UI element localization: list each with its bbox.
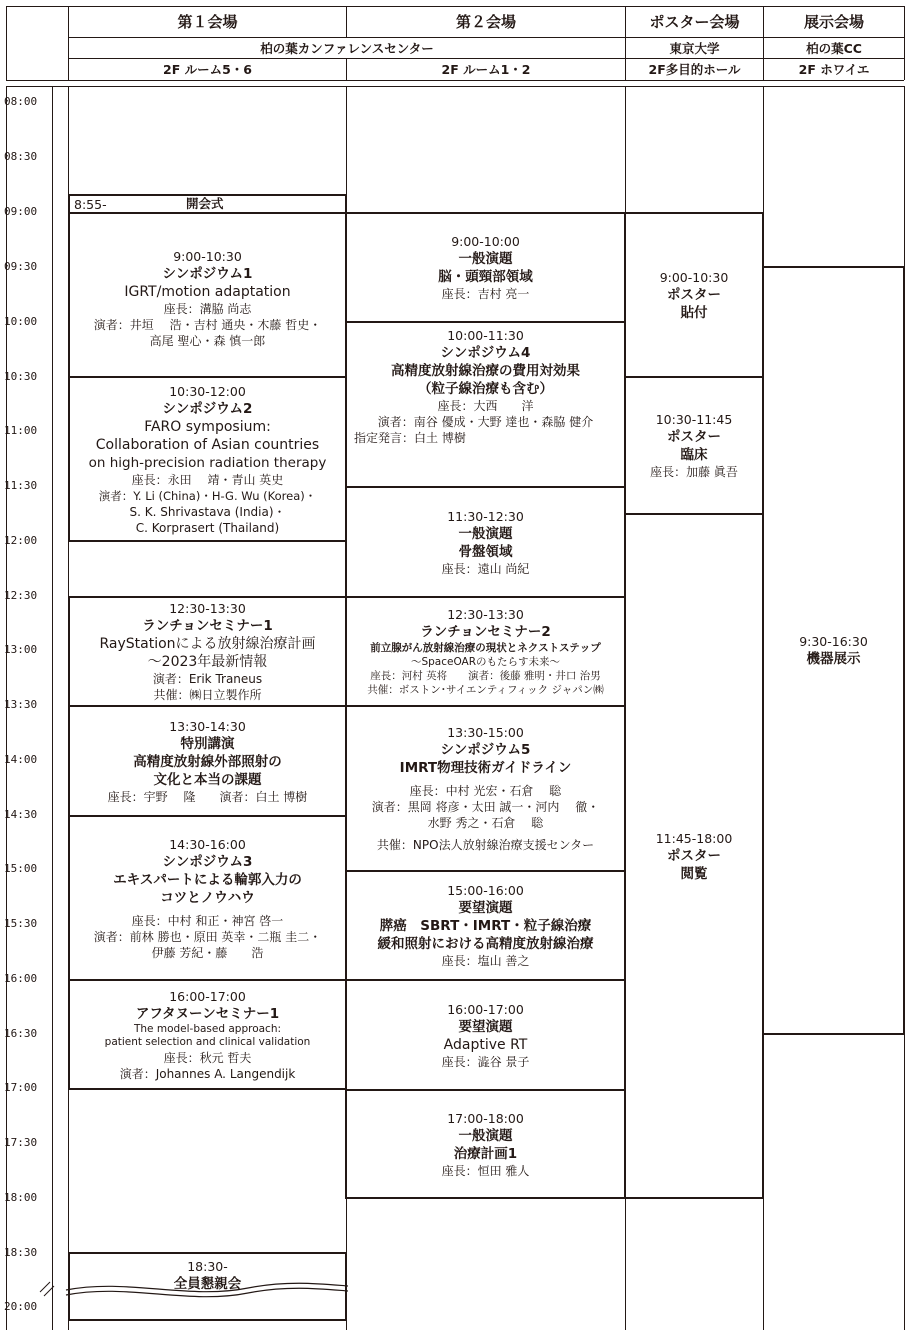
exhibit-venue-name: 展示会場: [803, 13, 864, 31]
session-subtitle: ～SpaceOARのもたらす未来～: [410, 656, 561, 668]
session-sponsor: 共催：㈱日立製作所: [153, 688, 262, 702]
session-symposium-5: [345, 705, 626, 872]
session-title: 機器展示: [806, 651, 861, 667]
time-label: 17:00: [4, 1081, 38, 1094]
time-label: 08:30: [4, 150, 38, 163]
session-subtitle: 膵癌 SBRT・IMRT・粒子線治療: [379, 918, 592, 934]
session-symposium-4: [345, 321, 626, 488]
session-chair: 座長：宇野 隆 演者：白土 博樹: [107, 789, 308, 804]
exhibit-room-label: 2F ホワイエ: [798, 62, 870, 77]
building-conference-center: 柏の葉カンファレンスセンター: [260, 40, 434, 56]
session-opening: [68, 194, 347, 214]
room-2-label: 2F ルーム1・2: [441, 62, 531, 77]
session-chair: 座長：大西 洋: [437, 399, 534, 413]
session-general-1: [345, 212, 626, 323]
time-label: 15:00: [4, 862, 38, 875]
session-subtitle: IMRT物理技術ガイドライン: [399, 760, 572, 776]
session-time: 11:30-12:30: [447, 508, 524, 524]
time-label: 11:00: [4, 424, 38, 437]
time-break-icon: [38, 1274, 353, 1300]
session-subtitle: コツとノウハウ: [160, 889, 255, 906]
time-label: 14:00: [4, 753, 38, 766]
session-chair: 座長：塩山 善之: [441, 954, 530, 968]
session-subtitle: 文化と本当の課題: [153, 771, 262, 788]
session-speakers: 演者：Y. Li (China)・H-G. Wu (Korea)・: [98, 488, 317, 503]
session-title: 全員懇親会: [173, 1276, 242, 1292]
session-title: 一般演題: [458, 1127, 513, 1144]
poster-clinical: [624, 376, 764, 515]
header-right-border: [904, 6, 905, 80]
time-label: 11:30: [4, 479, 38, 492]
session-sponsor: 共催：NPO法人放射線治療支援センター: [376, 838, 595, 852]
session-time: 16:00-17:00: [447, 1001, 524, 1017]
time-label: 09:30: [4, 260, 38, 273]
session-title: シンポジウム5: [440, 742, 531, 758]
body-top-border: [6, 86, 904, 87]
session-subtitle: ～2023年最新情報: [147, 654, 268, 670]
session-title: 要望演題: [458, 1018, 513, 1035]
session-speakers: 演者：南谷 優成・大野 達也・森脇 健介: [377, 415, 594, 429]
session-title: 要望演題: [458, 900, 513, 916]
session-subtitle: 高精度放射線治療の費用対効果: [391, 363, 580, 379]
session-requested-2: [345, 979, 626, 1091]
time-label: 13:00: [4, 643, 38, 656]
session-subtitle: 前立腺がん放射線治療の現状とネクストステップ: [370, 642, 601, 654]
poster-room-label: 2F多目的ホール: [648, 62, 741, 77]
session-title: ポスター: [667, 286, 721, 303]
session-title: ランチョンセミナー1: [142, 618, 273, 634]
time-label: 20:00: [4, 1300, 38, 1313]
session-time: 16:00-17:00: [169, 988, 246, 1004]
session-chair: 座長：遠山 尚紀: [441, 561, 530, 576]
session-title: ポスター: [667, 847, 721, 864]
session-time: 10:30-11:45: [655, 412, 733, 427]
poster-setup: [624, 212, 764, 378]
venue-1-name: 第１会場: [177, 13, 238, 31]
session-speakers: 水野 秀之・石倉 聡: [427, 816, 544, 830]
session-chair: 座長：中村 光宏・石倉 聡: [409, 784, 562, 798]
session-speakers: 高尾 聖心・森 慎一郎: [149, 333, 266, 348]
poster-viewing: [624, 513, 764, 1199]
session-speakers: 演者：Johannes A. Langendijk: [119, 1066, 296, 1081]
time-label: 12:00: [4, 534, 38, 547]
session-title: シンポジウム1: [162, 265, 253, 282]
poster-venue-name: ポスター会場: [649, 13, 740, 31]
session-subtitle: IGRT/motion adaptation: [124, 283, 291, 300]
session-symposium-3: [68, 815, 347, 981]
session-requested-1: [345, 870, 626, 981]
session-special-lecture: [68, 705, 347, 817]
session-chair: 座長：秋元 哲夫: [163, 1050, 252, 1065]
session-time: 9:00-10:30: [659, 269, 729, 285]
time-label: 09:00: [4, 205, 38, 218]
session-title: 特別講演: [180, 735, 235, 752]
time-label: 16:30: [4, 1027, 38, 1040]
session-subtitle: Collaboration of Asian countries: [95, 436, 320, 453]
time-label: 13:30: [4, 698, 38, 711]
session-chair: 座長：吉村 亮一: [441, 287, 530, 301]
exhibit-equipment: [762, 266, 905, 1035]
session-speakers: 演者：井垣 浩・吉村 通央・木藤 哲史・: [93, 317, 322, 332]
session-title: シンポジウム2: [162, 400, 253, 417]
session-subtitle: （粒子線治療も含む）: [418, 381, 553, 397]
session-subtitle: 治療計画1: [453, 1145, 518, 1162]
session-time: 15:00-16:00: [447, 883, 524, 898]
session-time: 13:30-14:30: [169, 718, 246, 734]
session-time: 14:30-16:00: [169, 836, 246, 852]
session-chair: 座長：中村 和正・神宮 啓一: [131, 913, 284, 928]
session-title: 一般演題: [458, 525, 513, 542]
venue-2-name: 第２会場: [455, 13, 516, 31]
session-luncheon-2: [345, 596, 626, 707]
session-chair: 座長：溝脇 尚志: [163, 301, 252, 316]
session-subtitle: 脳・頭頸部領域: [438, 269, 533, 285]
session-time: 13:30-15:00: [447, 725, 524, 740]
session-time: 17:00-18:00: [447, 1110, 524, 1126]
time-label: 18:00: [4, 1191, 38, 1204]
session-time: 9:00-10:00: [451, 234, 520, 249]
time-label: 08:00: [4, 95, 38, 108]
building-univ: 東京大学: [669, 40, 720, 56]
session-title: シンポジウム3: [162, 853, 253, 870]
session-title: シンポジウム4: [440, 345, 531, 361]
time-label: 10:30: [4, 370, 38, 383]
session-subtitle: 高精度放射線外部照射の: [133, 753, 282, 770]
session-subtitle: FARO symposium:: [144, 418, 271, 435]
session-subtitle: patient selection and clinical validation: [104, 1036, 311, 1048]
session-sponsor: 共催：ボストン･サイエンティフィック ジャパン㈱: [367, 684, 604, 696]
session-time: 18:30-: [187, 1259, 228, 1274]
session-subtitle: 骨盤領域: [458, 543, 513, 560]
session-subtitle: 閲覧: [680, 865, 708, 882]
header-bottom-border: [6, 80, 904, 81]
session-subtitle: Adaptive RT: [443, 1036, 528, 1053]
time-label: 14:30: [4, 808, 38, 821]
session-time: 10:30-12:00: [169, 383, 246, 399]
session-time: 9:30-16:30: [799, 634, 868, 649]
session-time: 8:55-: [74, 196, 107, 212]
session-title: 一般演題: [458, 251, 513, 267]
session-chair: 座長：加藤 眞吾: [650, 465, 738, 479]
time-label: 18:30: [4, 1246, 38, 1259]
session-title: ポスター: [667, 429, 721, 445]
room-1-label: 2F ルーム5・6: [163, 62, 252, 77]
session-title: ランチョンセミナー2: [420, 624, 551, 640]
session-time: 12:30-13:30: [447, 607, 524, 622]
session-afternoon-seminar: [68, 979, 347, 1090]
session-chair: 座長：澁谷 景子: [441, 1054, 530, 1069]
session-time: 11:45-18:00: [655, 830, 733, 846]
session-subtitle: The model-based approach:: [133, 1022, 282, 1035]
session-symposium-1: [68, 212, 347, 378]
session-symposium-2: [68, 376, 347, 542]
session-subtitle: エキスパートによる輪郭入力の: [113, 871, 302, 888]
session-subtitle: on high-precision radiation therapy: [88, 454, 327, 471]
session-time: 9:00-10:30: [173, 248, 242, 264]
session-speakers: C. Korprasert (Thailand): [135, 520, 280, 535]
session-speakers: 伊藤 芳紀・藤 浩: [151, 945, 264, 960]
session-time: 12:30-13:30: [169, 601, 246, 616]
time-label: 10:00: [4, 315, 38, 328]
session-speakers: 演者：Erik Traneus: [152, 672, 263, 686]
session-speakers: S. K. Shrivastava (India)・: [129, 504, 286, 519]
session-speakers: 演者：黒岡 将彦・太田 誠一・河内 徹・: [371, 800, 600, 814]
session-general-2: [345, 486, 626, 598]
session-title: アフタヌーンセミナー1: [135, 1005, 280, 1022]
session-time: 10:00-11:30: [447, 328, 524, 343]
session-title: 開会式: [186, 196, 224, 211]
session-remark: 指定発言：白土 博樹: [354, 431, 466, 445]
session-subtitle: 緩和照射における高精度放射線治療: [377, 936, 594, 952]
session-chair: 座長：河村 英将 演者：後藤 雅明・井口 治男: [370, 670, 601, 682]
time-label: 16:00: [4, 972, 38, 985]
session-subtitle: RayStationによる放射線治療計画: [99, 636, 316, 652]
session-general-3: [345, 1089, 626, 1199]
session-subtitle: 貼付: [680, 304, 708, 321]
time-label: 17:30: [4, 1136, 38, 1149]
session-chair: 座長：永田 靖・青山 英史: [131, 472, 284, 487]
building-cc: 柏の葉CC: [806, 40, 862, 56]
session-chair: 座長：恒田 雅人: [441, 1163, 530, 1178]
time-label: 12:30: [4, 589, 38, 602]
session-subtitle: 臨床: [680, 447, 708, 463]
session-luncheon-1: [68, 596, 347, 707]
header-left-border: [6, 6, 7, 80]
time-label: 15:30: [4, 917, 38, 930]
session-speakers: 演者：前林 勝也・原田 英幸・二瓶 圭二・: [93, 929, 322, 944]
